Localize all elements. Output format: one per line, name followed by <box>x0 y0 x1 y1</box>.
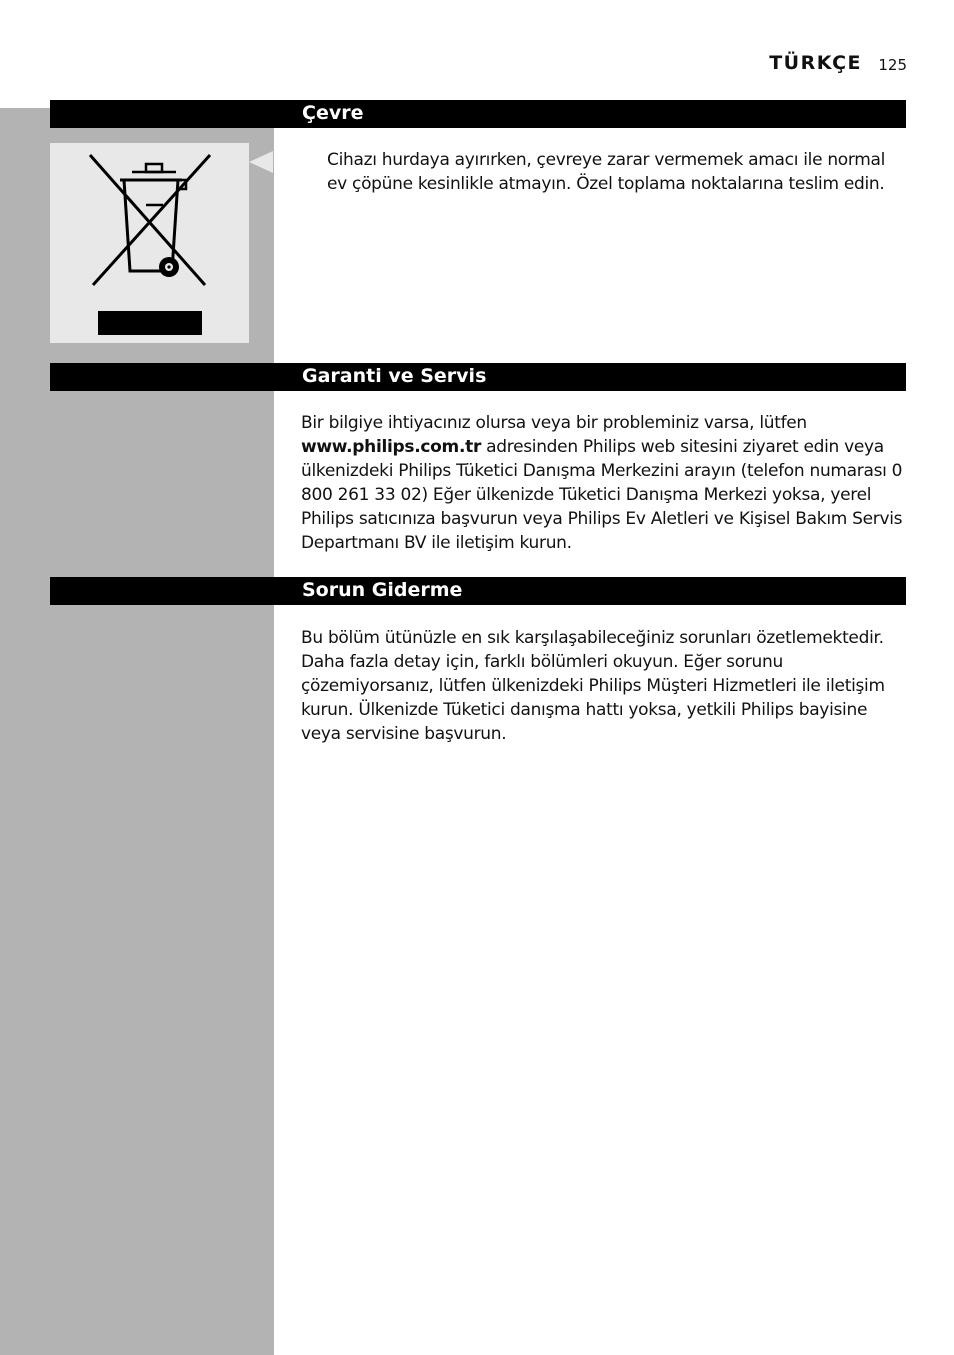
website-link[interactable]: www.philips.com.tr <box>301 437 482 457</box>
weee-illustration <box>50 143 249 343</box>
sorun-paragraph: Bu bölüm ütünüzle en sık karşılaşabileceğiniz sorunları özetlemektedir. Daha fazla detay için, farklı bölümleri okuyun. Eğer sorunu çözemiyorsanız, lütfen ülkenizdeki Philips Müşteri Hizmetleri ile iletişim kurun. Ülkenizde Tüketici danışma hattı yoksa, yetkili Philips bayisine veya servisine başvurun. <box>301 628 885 744</box>
section-title-garanti: Garanti ve Servis <box>302 365 487 387</box>
section-header-cevre <box>50 100 906 128</box>
section-header-sorun <box>50 577 906 605</box>
section-title-sorun: Sorun Giderme <box>302 579 463 601</box>
garanti-text-after-link: adresinden Philips web sitesini ziyaret edin veya ülkenizdeki Philips Tüketici Danışma Merkezini arayın (telefon numarası 0 800 261 33 02) Eğer ülkenizde Tüketici Danışma Merkezi yoksa, yerel Philips satıcınıza başvurun veya Philips Ev Aletleri ve Kişisel Bakım Servis Departmanı BV ile iletişim kurun. <box>301 437 903 553</box>
garanti-paragraph <box>301 411 907 555</box>
pointer-arrow <box>249 151 273 173</box>
weee-bar <box>98 311 202 335</box>
garanti-text-before-link: Bir bilgiye ihtiyacınız olursa veya bir probleminiz varsa, lütfen <box>301 413 807 433</box>
crossed-out-wheelie-bin-icon <box>50 143 249 308</box>
section-title-cevre: Çevre <box>302 102 364 124</box>
page-number: 125 <box>878 56 907 74</box>
cevre-paragraph: Cihazı hurdaya ayırırken, çevreye zarar vermemek amacı ile normal ev çöpüne kesinlikle atmayın. Özel toplama noktalarına teslim edin. <box>327 150 886 194</box>
section-header-garanti <box>50 363 906 391</box>
language-heading: TÜRKÇE <box>769 52 862 74</box>
